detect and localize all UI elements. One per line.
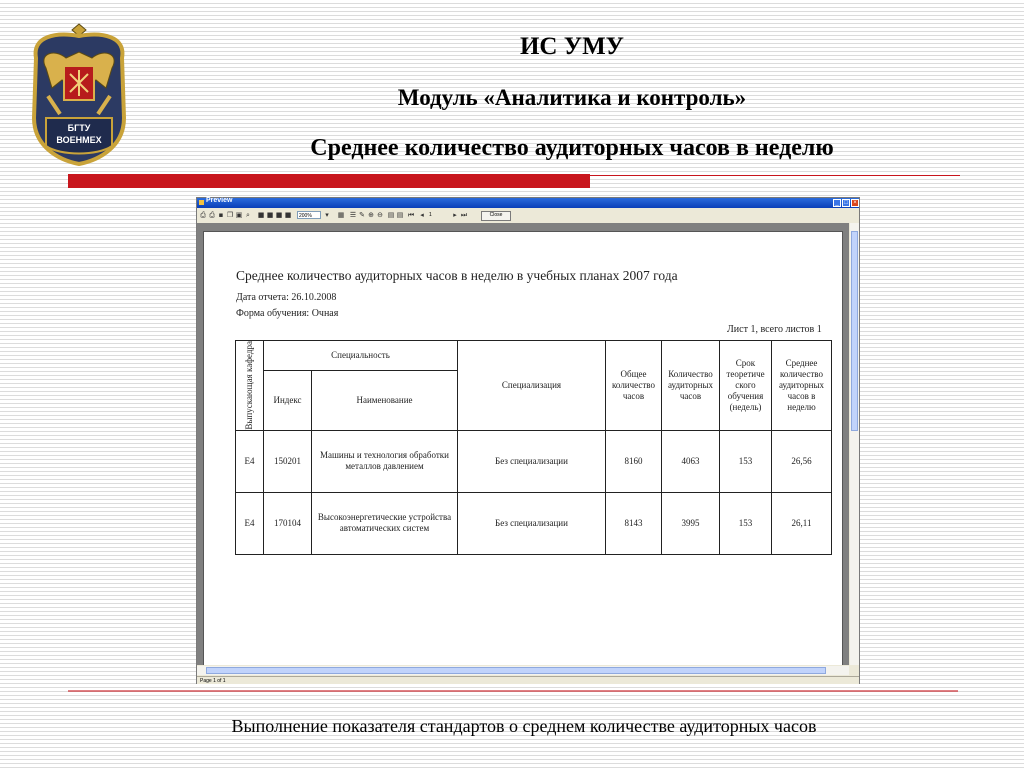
slide-caption: Выполнение показателя стандартов о среднем количестве аудиторных часов xyxy=(231,716,817,736)
print-icon[interactable]: ⎙ xyxy=(200,211,206,219)
header-class-hours: Количество аудиторных часов xyxy=(662,341,720,431)
cell-total-hours: 8160 xyxy=(606,430,662,492)
horizontal-scroll-thumb[interactable] xyxy=(206,667,826,674)
cell-term: 153 xyxy=(720,430,772,492)
single-page-icon[interactable]: ■ xyxy=(257,211,265,219)
cell-avg-hours: 26,56 xyxy=(772,430,832,492)
minimize-button[interactable]: _ xyxy=(833,199,841,207)
header-avg-hours: Среднее количество аудиторных часов в неделю xyxy=(772,341,832,431)
subject-title: Среднее количество аудиторных часов в неделю xyxy=(310,135,834,161)
export-icon[interactable]: ▣ xyxy=(235,211,243,219)
next-page-icon[interactable]: ▸ xyxy=(453,211,457,219)
header-term: Срок теоретиче ского обучения (недель) xyxy=(720,341,772,431)
zoom-out-icon[interactable]: ⊖ xyxy=(377,211,383,219)
edit-page-icon[interactable]: ✎ xyxy=(359,211,365,219)
cell-specialization: Без специализации xyxy=(458,492,606,554)
header-department: Выпускающая кафедра xyxy=(236,341,264,431)
app-icon xyxy=(199,200,204,205)
preview-toolbar xyxy=(197,209,859,222)
module-title: Модуль «Аналитика и контроль» xyxy=(397,85,747,110)
previous-page-icon[interactable]: ◂ xyxy=(420,211,424,219)
two-pages-icon[interactable]: ■ xyxy=(266,211,274,219)
report-date: Дата отчета: 26.10.2008 xyxy=(236,292,337,303)
page-setup-icon[interactable]: ☰ xyxy=(349,211,357,219)
table-row xyxy=(236,492,832,554)
thumbnails-icon[interactable]: ▤ xyxy=(387,211,395,219)
report-title: Среднее количество аудиторных часов в неделю в учебных планах 2007 года xyxy=(236,268,678,283)
table-row xyxy=(236,430,832,492)
report-form: Форма обучения: Очная xyxy=(236,308,339,319)
cell-specialization: Без специализации xyxy=(458,430,606,492)
outline-icon[interactable]: ▤ xyxy=(396,211,404,219)
header-total-hours: Общее количество часов xyxy=(606,341,662,431)
thin-divider-line xyxy=(590,175,960,176)
report-table xyxy=(235,340,832,555)
cell-class-hours: 3995 xyxy=(662,492,720,554)
report-page xyxy=(203,231,843,665)
first-page-icon[interactable]: ⏮ xyxy=(407,211,415,219)
window-titlebar xyxy=(197,198,859,208)
maximize-button[interactable]: □ xyxy=(842,199,850,207)
cell-name: Машины и технология обработки металлов давлением xyxy=(312,430,458,492)
multi-page-icon[interactable]: ■ xyxy=(275,211,283,219)
save-icon[interactable]: ▪ xyxy=(218,211,224,219)
window-title: Preview xyxy=(206,197,233,204)
vertical-scroll-thumb[interactable] xyxy=(851,231,858,431)
slide-title: ИС УМУ xyxy=(519,33,625,60)
header-name: Наименование xyxy=(312,370,458,430)
page-number-input[interactable]: 1 xyxy=(429,212,432,218)
cell-name: Высокоэнергетические устройства автоматических систем xyxy=(312,492,458,554)
close-button[interactable]: Close xyxy=(481,211,511,221)
page-width-icon[interactable]: ■ xyxy=(284,211,292,219)
status-bar: Page 1 of 1 xyxy=(197,676,859,684)
bottom-divider-line xyxy=(68,690,958,692)
horizontal-scrollbar[interactable] xyxy=(197,666,849,675)
header-index: Индекс xyxy=(264,370,312,430)
find-icon[interactable]: ⌕ xyxy=(246,211,250,219)
preview-canvas xyxy=(197,223,849,665)
svg-text:БГТУ: БГТУ xyxy=(67,123,91,133)
cell-avg-hours: 26,11 xyxy=(772,492,832,554)
cell-total-hours: 8143 xyxy=(606,492,662,554)
copy-icon[interactable]: ❐ xyxy=(226,211,234,219)
close-window-button[interactable]: × xyxy=(851,199,859,207)
vertical-scrollbar[interactable] xyxy=(850,223,859,665)
fit-page-icon[interactable]: ▦ xyxy=(337,211,345,219)
cell-index: 170104 xyxy=(264,492,312,554)
header-specialization: Специализация xyxy=(458,341,606,431)
zoom-dropdown-icon[interactable]: ▾ xyxy=(325,211,329,219)
sheet-info: Лист 1, всего листов 1 xyxy=(727,324,822,335)
print-setup-icon[interactable]: ⎙ xyxy=(209,211,215,219)
header-specialty: Специальность xyxy=(264,341,458,371)
zoom-select[interactable]: 200% xyxy=(297,211,321,219)
cell-department: Е4 xyxy=(236,430,264,492)
red-divider-bar xyxy=(68,174,590,188)
zoom-in-icon[interactable]: ⊕ xyxy=(368,211,374,219)
last-page-icon[interactable]: ⏭ xyxy=(460,211,468,219)
cell-class-hours: 4063 xyxy=(662,430,720,492)
cell-department: Е4 xyxy=(236,492,264,554)
cell-term: 153 xyxy=(720,492,772,554)
cell-index: 150201 xyxy=(264,430,312,492)
preview-window xyxy=(196,197,860,684)
svg-text:ВОЕНМЕХ: ВОЕНМЕХ xyxy=(56,135,102,145)
